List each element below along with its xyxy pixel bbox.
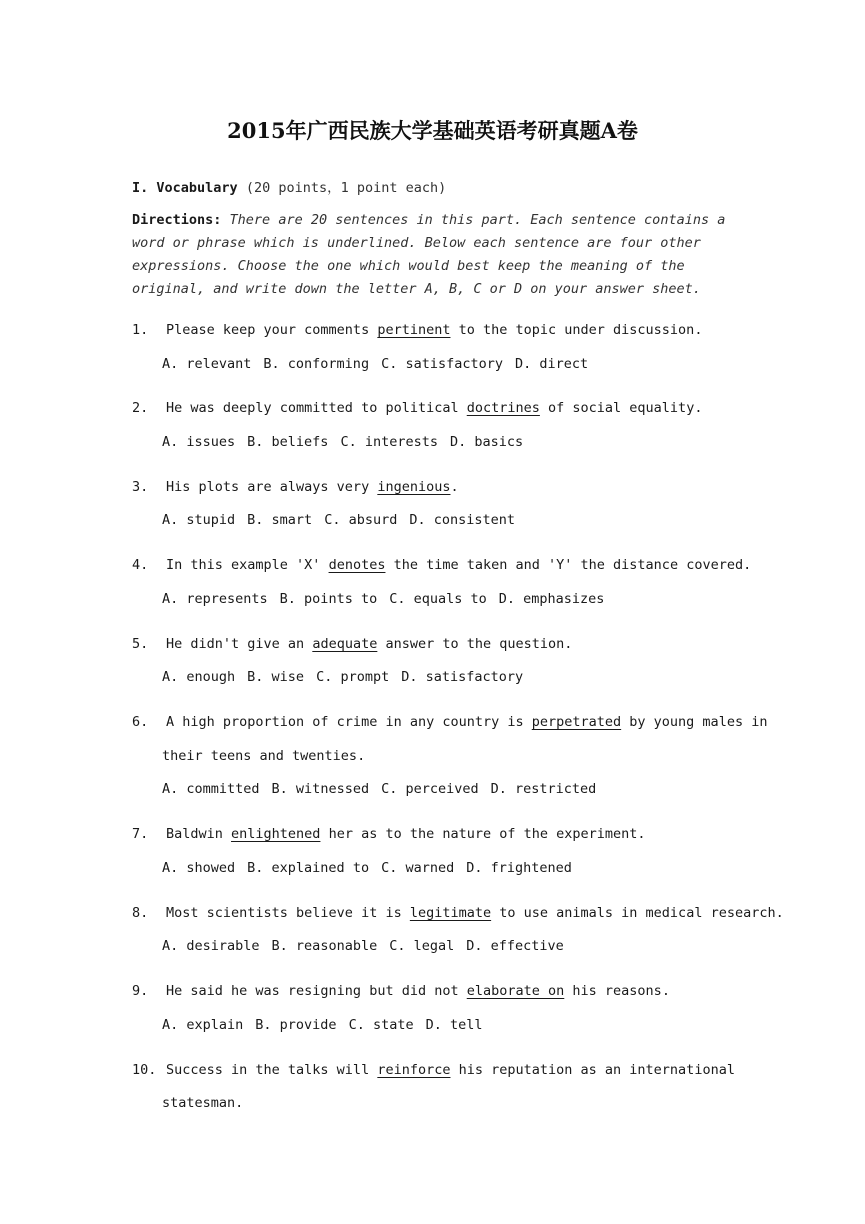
question-text: He was deeply committed to political (166, 400, 467, 416)
option-d: D. effective (466, 938, 564, 954)
option-c: C. absurd (324, 512, 398, 528)
option-d: D. consistent (409, 512, 516, 528)
option-c: C. warned (381, 860, 455, 876)
question-text: A high proportion of crime in any country is (166, 714, 532, 730)
directions-text: There are 20 sentences in this part. Each sentence contains a word or phrase which is underlined. Below each sentence are four other expressions. Choose the one which would best keep the meaning of the original, and write down the letter A, B, C or D on your answer sheet. (132, 212, 726, 297)
option-d: D. frightened (466, 860, 572, 876)
options-1 (162, 356, 600, 372)
question-number: 3. (132, 479, 149, 495)
option-c: C. legal (389, 938, 455, 954)
option-c: C. state (348, 1017, 414, 1033)
options-5 (162, 669, 535, 685)
option-d: D. tell (425, 1017, 483, 1033)
option-c: C. satisfactory (381, 356, 503, 372)
question-2 (132, 400, 702, 416)
question-text: answer to the question. (377, 636, 573, 652)
question-text: Most scientists believe it is (166, 905, 410, 921)
option-a: A. committed (162, 781, 260, 797)
question-5 (132, 636, 572, 652)
question-text: his reasons. (564, 983, 670, 999)
question-text: He didn't give an (166, 636, 313, 652)
option-a: A. desirable (162, 938, 260, 954)
option-d: D. basics (449, 434, 524, 450)
question-text: the time taken and 'Y' the distance covered. (385, 557, 752, 573)
question-number: 2. (132, 400, 149, 416)
option-a: A. issues (162, 434, 236, 450)
section-points: (20 points，1 point each) (245, 180, 447, 196)
question-number: 7. (132, 826, 149, 842)
question-number: 9. (132, 983, 149, 999)
section-title: I. Vocabulary (132, 180, 238, 196)
question-number: 6. (132, 714, 149, 730)
option-d: D. restricted (490, 781, 597, 797)
question-6-continuation: their teens and twenties. (162, 748, 366, 764)
question-number: 10. (132, 1062, 157, 1078)
options-7 (162, 860, 584, 876)
question-text: In this example 'X' (166, 557, 329, 573)
underlined-word: legitimate (409, 905, 492, 921)
option-b: B. reasonable (271, 938, 378, 954)
option-b: B. wise (247, 669, 305, 685)
question-text: He said he was resigning but did not (166, 983, 467, 999)
option-b: B. points to (279, 591, 378, 607)
directions (132, 209, 742, 301)
options-8 (162, 938, 576, 954)
option-c: C. perceived (381, 781, 479, 797)
options-4 (162, 591, 616, 607)
underlined-word: enlightened (231, 826, 321, 842)
question-text: . (450, 479, 459, 495)
option-a: A. showed (162, 860, 236, 876)
question-text: her as to the nature of the experiment. (320, 826, 646, 842)
option-a: A. relevant (162, 356, 252, 372)
directions-label: Directions: (132, 212, 222, 228)
options-6 (162, 781, 608, 797)
option-d: D. satisfactory (401, 669, 524, 685)
question-text: Baldwin (166, 826, 232, 842)
option-a: A. explain (162, 1017, 244, 1033)
question-number: 4. (132, 557, 149, 573)
question-7 (132, 826, 646, 842)
options-2 (162, 434, 535, 450)
question-number: 1. (132, 322, 149, 338)
question-text: his reputation as an international (450, 1062, 735, 1078)
option-a: A. enough (162, 669, 236, 685)
underlined-word: perpetrated (531, 714, 622, 730)
options-9 (162, 1017, 495, 1033)
underlined-word: elaborate on (466, 983, 565, 999)
option-d: D. direct (515, 356, 589, 372)
question-text: Success in the talks will (166, 1062, 378, 1078)
question-number: 8. (132, 905, 149, 921)
question-10-continuation: statesman. (162, 1095, 244, 1111)
question-6 (132, 714, 767, 730)
option-c: C. equals to (389, 591, 487, 607)
options-3 (162, 512, 527, 528)
option-a: A. stupid (162, 512, 236, 528)
question-text: His plots are always very (166, 479, 378, 495)
option-b: B. conforming (263, 356, 370, 372)
option-a: A. represents (162, 591, 268, 607)
question-4 (132, 557, 751, 573)
question-10 (132, 1062, 735, 1078)
question-9 (132, 983, 670, 999)
underlined-word: denotes (328, 557, 386, 573)
option-b: B. beliefs (247, 434, 329, 450)
question-1 (132, 322, 702, 338)
page-title: 2015年广西民族大学基础英语考研真题A卷 (227, 118, 638, 143)
option-b: B. smart (247, 512, 313, 528)
option-c: C. prompt (316, 669, 390, 685)
underlined-word: adequate (312, 636, 378, 652)
option-c: C. interests (340, 434, 438, 450)
question-number: 5. (132, 636, 149, 652)
question-8 (132, 905, 784, 921)
section-heading (132, 176, 446, 196)
option-d: D. emphasizes (498, 591, 605, 607)
question-text: to use animals in medical research. (491, 905, 784, 921)
question-text: Please keep your comments (166, 322, 378, 338)
option-b: B. explained to (247, 860, 370, 876)
underlined-word: reinforce (377, 1062, 451, 1078)
option-b: B. witnessed (271, 781, 370, 797)
question-3 (132, 479, 459, 495)
question-text: of social equality. (539, 400, 703, 416)
question-text: by young males in (621, 714, 768, 730)
question-text: to the topic under discussion. (450, 322, 703, 338)
underlined-word: pertinent (377, 322, 451, 338)
underlined-word: doctrines (466, 400, 540, 416)
underlined-word: ingenious (377, 479, 451, 495)
option-b: B. provide (255, 1017, 337, 1033)
